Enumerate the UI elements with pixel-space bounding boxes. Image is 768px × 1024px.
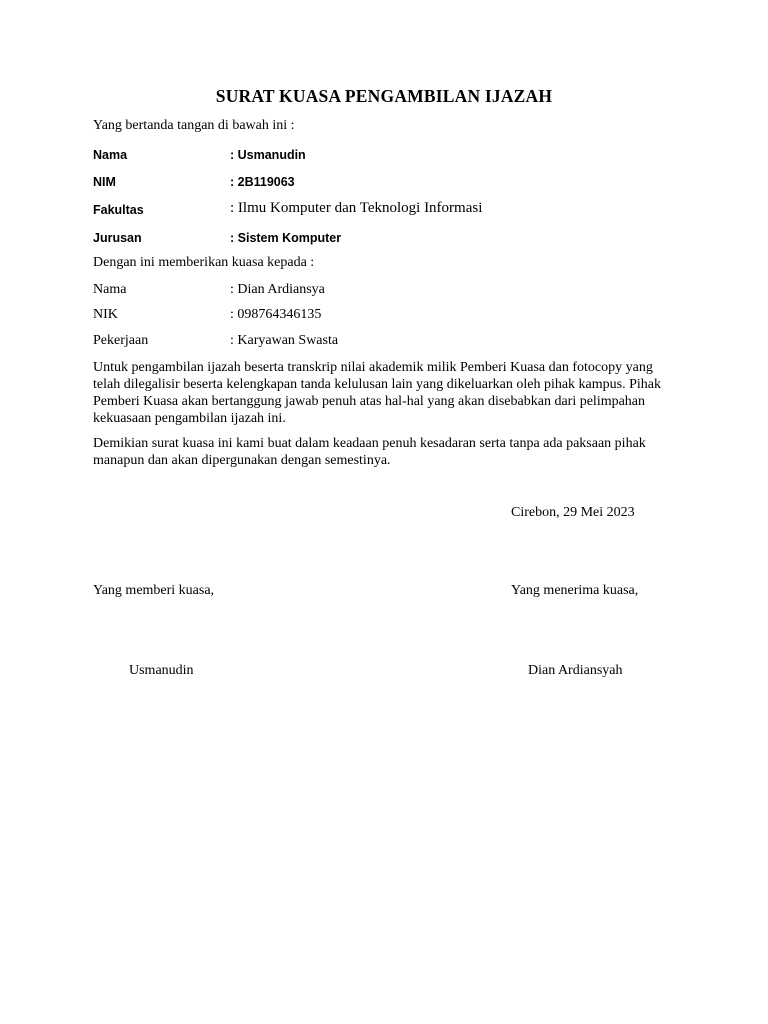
receiver-nik-value: : 098764346135 <box>230 307 322 322</box>
receiver-signature-name: Dian Ardiansyah <box>528 663 623 678</box>
paragraph-line: Demikian surat kuasa ini kami buat dalam keadaan penuh kesadaran serta tanpa ada paksaan pihak <box>93 436 646 451</box>
transfer-intro-text: Dengan ini memberikan kuasa kepada : <box>93 255 315 270</box>
receiver-pekerjaan-label: Pekerjaan <box>93 333 149 348</box>
receiver-signature-caption: Yang menerima kuasa, <box>511 583 639 598</box>
receiver-nama-label: Nama <box>93 282 127 297</box>
giver-signature-name: Usmanudin <box>129 663 194 678</box>
paragraph-line: Pemberi Kuasa akan bertanggung jawab penuh atas hal-hal yang akan disebabkan dari pelimpahan <box>93 394 646 409</box>
giver-signature-caption: Yang memberi kuasa, <box>93 583 215 598</box>
intro-text: Yang bertanda tangan di bawah ini : <box>93 118 295 133</box>
giver-nama-label: Nama <box>93 148 128 162</box>
giver-nama-value: : Usmanudin <box>230 148 306 162</box>
paragraph-line: Untuk pengambilan ijazah beserta transkrip nilai akademik milik Pemberi Kuasa dan fotocopy yang <box>93 360 653 375</box>
receiver-pekerjaan-value: : Karyawan Swasta <box>230 333 339 348</box>
giver-fakultas-label: Fakultas <box>93 203 144 217</box>
authorization-paragraph <box>93 359 673 427</box>
receiver-nama-value: : Dian Ardiansya <box>230 282 325 297</box>
paragraph-line: kekuasaan pengambilan ijazah ini. <box>93 411 286 426</box>
giver-jurusan-label: Jurusan <box>93 231 142 245</box>
document-title: SURAT KUASA PENGAMBILAN IJAZAH <box>215 86 553 106</box>
closing-paragraph <box>93 435 673 469</box>
giver-fakultas-value: : Ilmu Komputer dan Teknologi Informasi <box>230 200 483 216</box>
giver-nim-label: NIM <box>93 175 116 189</box>
paragraph-line: manapun dan akan dipergunakan dengan semestinya. <box>93 453 391 468</box>
receiver-nik-label: NIK <box>93 307 118 322</box>
paragraph-line: telah dilegalisir beserta kelengkapan tanda kelulusan lain yang dikeluarkan oleh pihak kampus. Pihak <box>93 377 661 392</box>
place-date: Cirebon, 29 Mei 2023 <box>511 505 635 520</box>
giver-nim-value: : 2B119063 <box>230 175 295 189</box>
giver-jurusan-value: : Sistem Komputer <box>230 231 342 245</box>
